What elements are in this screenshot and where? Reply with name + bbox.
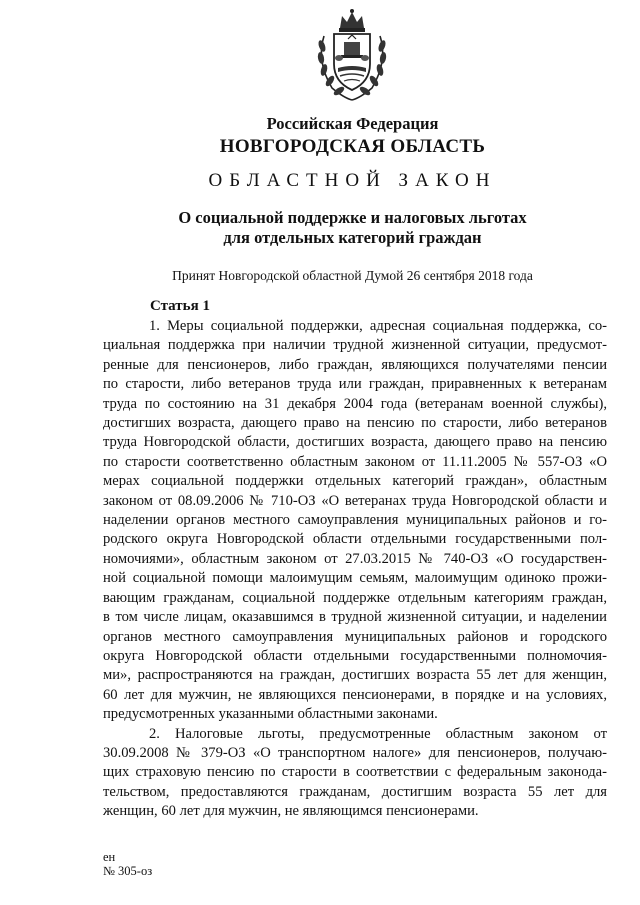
- text-line: достигших возраста, дающего право на пенсию по старости, либо ветеранов: [103, 415, 607, 432]
- text-line: законом от 08.09.2006 № 710-ОЗ «О ветеранах труда Новгородской области и: [103, 492, 607, 509]
- article-body: [103, 317, 607, 822]
- text-line: 2. Налоговые льготы, предусмотренные областным законом от: [149, 725, 607, 742]
- text-line: ми», распространяются на граждан, достигших возраста 55 лет для женщин,: [103, 667, 607, 684]
- text-line: циальная поддержка при наличии трудной жизненной ситуации, предусмот-: [103, 337, 607, 354]
- text-line: по старости, либо ветеранов труда или граждан, приравненных к ветеранам: [103, 376, 607, 393]
- region-heading: НОВГОРОДСКАЯ ОБЛАСТЬ: [219, 136, 486, 157]
- text-line: органов местного самоуправления муниципальных районов и городского: [103, 628, 607, 645]
- text-line: 30.09.2008 № 379-ОЗ «О транспортном налоге» для пенсионеров, получаю-: [103, 744, 607, 761]
- article-heading: Статья 1: [150, 298, 210, 314]
- text-line: по старости соответственно областным законом от 11.11.2005 № 557-ОЗ «О: [103, 453, 607, 470]
- text-line: предусмотренных указанными областными законами.: [103, 706, 438, 723]
- text-line: мерах социальной поддержки отдельных категорий граждан», областным: [103, 473, 607, 490]
- text-line: округа Новгородской области отдельными государственными полномочия-: [103, 647, 607, 664]
- text-line: ной социальной помощи малоимущим семьям, малоимущим одиноко прожи-: [103, 570, 607, 587]
- text-line: ренные для пенсионеров, либо граждан, являющихся получателями пенсии: [103, 356, 607, 373]
- document-footer: [103, 850, 152, 878]
- law-title-line-1: О социальной поддержке и налоговых льготах: [178, 208, 527, 227]
- text-line: в том числе лицам, оказавшимся в трудной жизненной ситуации, и наделении: [103, 609, 607, 626]
- law-title: [0, 208, 640, 248]
- coat-of-arms-icon: [310, 6, 394, 102]
- text-line: наделении органов местного самоуправления муниципальных районов и го-: [103, 512, 607, 529]
- text-line: труда по состоянию на 31 декабря 2004 года (ветеранам военной службы),: [103, 395, 607, 412]
- text-line: тельством, предоставляются гражданам, достигшим возраста 55 лет для: [103, 783, 607, 800]
- paragraph-2: [103, 725, 607, 822]
- text-line: женщин, 60 лет для мужчин, не являющимся пенсионерами.: [103, 803, 479, 820]
- text-line: 1. Меры социальной поддержки, адресная социальная поддержка, со-: [149, 318, 607, 334]
- text-line: щих страховую пенсию по старости в соответствии с федеральным законода-: [103, 764, 607, 781]
- text-line: 60 лет для мужчин, не являющихся пенсионерами, в порядке и на условиях,: [103, 686, 607, 703]
- paragraph-1: [103, 317, 607, 725]
- country-heading: Российская Федерация: [266, 114, 439, 133]
- text-line: труда Новгородской области, достигших возраста, дающего право на пенсию: [103, 434, 607, 451]
- text-line: номочиями», областным законом от 27.03.2015 № 740-ОЗ «О государствен-: [103, 550, 607, 567]
- law-title-line-2: для отдельных категорий граждан: [223, 228, 482, 247]
- adoption-note: Принят Новгородской областной Думой 26 сентября 2018 года: [172, 268, 533, 283]
- text-line: родского округа Новгородской области отдельными государственными пол-: [103, 531, 607, 548]
- law-type-heading: ОБЛАСТНОЙ ЗАКОН: [208, 170, 497, 191]
- text-line: вающим гражданам, социальной поддержке отдельным категориям граждан,: [103, 589, 607, 606]
- footer-number: № 305-оз: [103, 864, 153, 878]
- footer-initials: ен: [103, 850, 116, 864]
